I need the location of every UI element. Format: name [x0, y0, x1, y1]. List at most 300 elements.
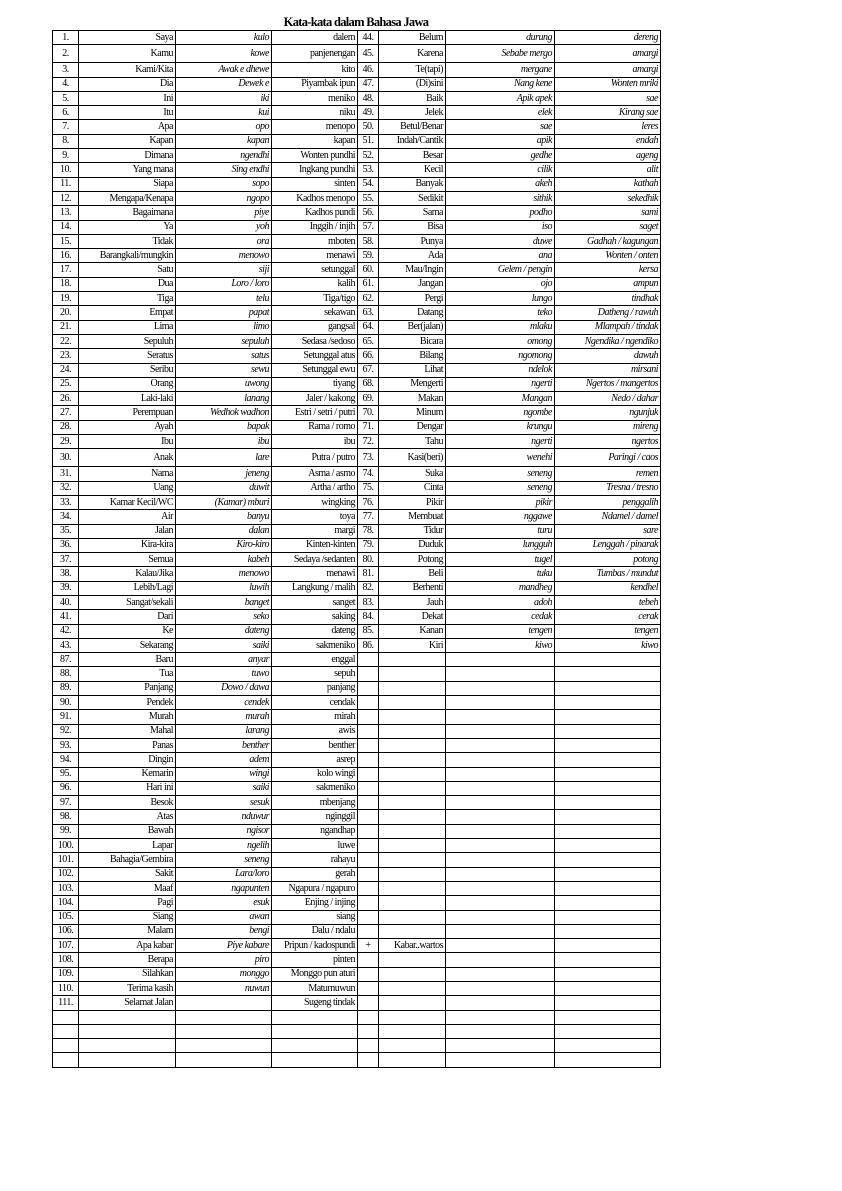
row-number-right: 62.	[358, 292, 379, 306]
row-number-right	[358, 1053, 379, 1067]
ngoko-word	[176, 996, 272, 1010]
table-row	[53, 524, 661, 538]
row-number: 34.	[53, 510, 79, 524]
indonesian-word: Kemarin	[79, 767, 176, 781]
table-row	[53, 406, 661, 420]
krama-word-right	[555, 939, 661, 953]
krama-word: siang	[272, 910, 358, 924]
indonesian-word: Pendek	[79, 696, 176, 710]
row-number-right: 73.	[358, 449, 379, 467]
row-number-right: 61.	[358, 277, 379, 291]
row-number-right	[358, 867, 379, 881]
krama-word: setunggal	[272, 263, 358, 277]
krama-word-right	[555, 953, 661, 967]
krama-word-right: tindhak	[555, 292, 661, 306]
row-number-right: 57.	[358, 220, 379, 234]
ngoko-word: satus	[176, 349, 272, 363]
indonesian-word-right: Kabar..wartos	[379, 939, 446, 953]
indonesian-word: Mengapa/Kenapa	[79, 191, 176, 205]
ngoko-word-right	[446, 653, 555, 667]
krama-word-right: saget	[555, 220, 661, 234]
krama-word: Piyambak ipun	[272, 77, 358, 91]
row-number: 38.	[53, 567, 79, 581]
table-row	[53, 624, 661, 638]
krama-word-right: ampun	[555, 277, 661, 291]
row-number-right: 70.	[358, 406, 379, 420]
krama-word-right: Tresna / tresno	[555, 481, 661, 495]
table-row	[53, 1053, 661, 1067]
table-row	[53, 982, 661, 996]
row-number: 6.	[53, 106, 79, 120]
table-row	[53, 467, 661, 481]
krama-word: mirah	[272, 710, 358, 724]
row-number: 111.	[53, 996, 79, 1010]
ngoko-word-right: durung	[446, 31, 555, 45]
row-number: 23.	[53, 349, 79, 363]
row-number-right: 60.	[358, 263, 379, 277]
indonesian-word: Dingin	[79, 753, 176, 767]
row-number: 24.	[53, 363, 79, 377]
krama-word: niku	[272, 106, 358, 120]
ngoko-word-right: Mangan	[446, 392, 555, 406]
ngoko-word: Piye kabare	[176, 939, 272, 953]
indonesian-word-right: Minum	[379, 406, 446, 420]
indonesian-word: Dua	[79, 277, 176, 291]
indonesian-word: Barangkali/mungkin	[79, 249, 176, 263]
ngoko-word: nduwur	[176, 810, 272, 824]
indonesian-word-right: Bisa	[379, 220, 446, 234]
row-number-right: 66.	[358, 349, 379, 363]
krama-word: Enjing / injing	[272, 896, 358, 910]
indonesian-word: Berapa	[79, 953, 176, 967]
indonesian-word-right	[379, 738, 446, 752]
ngoko-word-right: ndelok	[446, 363, 555, 377]
indonesian-word: Besok	[79, 796, 176, 810]
ngoko-word: Kiro-kiro	[176, 538, 272, 552]
krama-word-right: Wonten / onten	[555, 249, 661, 263]
row-number-right: 51.	[358, 134, 379, 148]
row-number-right: 82.	[358, 581, 379, 595]
indonesian-word: Ke	[79, 624, 176, 638]
indonesian-word: Ibu	[79, 435, 176, 449]
row-number-right	[358, 1024, 379, 1038]
row-number	[53, 1024, 79, 1038]
krama-word-right	[555, 996, 661, 1010]
krama-word-right	[555, 839, 661, 853]
row-number: 27.	[53, 406, 79, 420]
ngoko-word: saiki	[176, 638, 272, 652]
krama-word-right: Gadhah / kagungan	[555, 234, 661, 248]
krama-word: mbenjang	[272, 796, 358, 810]
indonesian-word: Seratus	[79, 349, 176, 363]
row-number-right	[358, 653, 379, 667]
krama-word: saking	[272, 610, 358, 624]
ngoko-word: kui	[176, 106, 272, 120]
indonesian-word: Bagaimana	[79, 206, 176, 220]
krama-word: panjang	[272, 681, 358, 695]
krama-word-right: tengen	[555, 624, 661, 638]
row-number: 109.	[53, 967, 79, 981]
row-number-right	[358, 967, 379, 981]
row-number-right	[358, 796, 379, 810]
indonesian-word: Dimana	[79, 149, 176, 163]
ngoko-word-right	[446, 824, 555, 838]
indonesian-word: Sepuluh	[79, 334, 176, 348]
table-row	[53, 924, 661, 938]
page-title: Kata-kata dalam Bahasa Jawa	[283, 15, 429, 29]
krama-word: enggal	[272, 653, 358, 667]
ngoko-word: larang	[176, 724, 272, 738]
ngoko-word: sesuk	[176, 796, 272, 810]
krama-word-right: cerak	[555, 610, 661, 624]
krama-word-right	[555, 1010, 661, 1024]
vocabulary-table	[52, 30, 661, 1068]
row-number: 30.	[53, 449, 79, 467]
row-number-right: 83.	[358, 595, 379, 609]
ngoko-word-right: kiwo	[446, 638, 555, 652]
ngoko-word-right: ngerti	[446, 435, 555, 449]
indonesian-word: Kalau/Jika	[79, 567, 176, 581]
ngoko-word-right: tengen	[446, 624, 555, 638]
table-row	[53, 249, 661, 263]
indonesian-word	[79, 1024, 176, 1038]
table-row	[53, 967, 661, 981]
krama-word: pinten	[272, 953, 358, 967]
table-row	[53, 495, 661, 509]
row-number-right	[358, 724, 379, 738]
ngoko-word: kabeh	[176, 553, 272, 567]
ngoko-word: sepuluh	[176, 334, 272, 348]
row-number-right: 78.	[358, 524, 379, 538]
krama-word: ibu	[272, 435, 358, 449]
ngoko-word-right: seneng	[446, 467, 555, 481]
table-row	[53, 177, 661, 191]
indonesian-word-right: Dengar	[379, 420, 446, 434]
row-number-right: 67.	[358, 363, 379, 377]
row-number-right	[358, 1039, 379, 1053]
row-number-right	[358, 881, 379, 895]
ngoko-word: piye	[176, 206, 272, 220]
ngoko-word-right	[446, 1053, 555, 1067]
row-number: 29.	[53, 435, 79, 449]
krama-word-right: amargi	[555, 63, 661, 77]
krama-word: Inggih / injih	[272, 220, 358, 234]
row-number-right	[358, 996, 379, 1010]
indonesian-word-right: Sedikit	[379, 191, 446, 205]
ngoko-word	[176, 1024, 272, 1038]
row-number: 35.	[53, 524, 79, 538]
row-number-right	[358, 1010, 379, 1024]
ngoko-word: lanang	[176, 392, 272, 406]
indonesian-word-right: (Di)sini	[379, 77, 446, 91]
ngoko-word-right	[446, 996, 555, 1010]
ngoko-word: uwong	[176, 377, 272, 391]
row-number-right: 52.	[358, 149, 379, 163]
table-row	[53, 320, 661, 334]
ngoko-word-right	[446, 781, 555, 795]
indonesian-word-right	[379, 810, 446, 824]
table-row	[53, 349, 661, 363]
indonesian-word: Lebih/Lagi	[79, 581, 176, 595]
krama-word: kapan	[272, 134, 358, 148]
krama-word-right: endah	[555, 134, 661, 148]
table-row	[53, 738, 661, 752]
indonesian-word-right	[379, 1010, 446, 1024]
krama-word: panjenengan	[272, 45, 358, 63]
indonesian-word-right	[379, 896, 446, 910]
row-number: 36.	[53, 538, 79, 552]
ngoko-word-right: pikir	[446, 495, 555, 509]
krama-word: Rama / romo	[272, 420, 358, 434]
krama-word-right: Nedo / dahar	[555, 392, 661, 406]
ngoko-word-right	[446, 853, 555, 867]
indonesian-word: Kapan	[79, 134, 176, 148]
krama-word: menopo	[272, 120, 358, 134]
krama-word-right: Tumbas / mundut	[555, 567, 661, 581]
ngoko-word: Dewek e	[176, 77, 272, 91]
ngoko-word: seneng	[176, 853, 272, 867]
krama-word: dalem	[272, 31, 358, 45]
table-row	[53, 1010, 661, 1024]
krama-word: sekawan	[272, 306, 358, 320]
indonesian-word-right: Banyak	[379, 177, 446, 191]
row-number: 101.	[53, 853, 79, 867]
krama-word-right	[555, 681, 661, 695]
krama-word: Setunggal ewu	[272, 363, 358, 377]
krama-word-right	[555, 910, 661, 924]
krama-word: awis	[272, 724, 358, 738]
ngoko-word: ngisor	[176, 824, 272, 838]
ngoko-word-right: turu	[446, 524, 555, 538]
table-row	[53, 1039, 661, 1053]
indonesian-word-right: Betul/Benar	[379, 120, 446, 134]
krama-word-right: tebeh	[555, 595, 661, 609]
indonesian-word: Pagi	[79, 896, 176, 910]
ngoko-word-right: ana	[446, 249, 555, 263]
table-row	[53, 363, 661, 377]
krama-word-right: alit	[555, 163, 661, 177]
ngoko-word	[176, 1039, 272, 1053]
krama-word	[272, 1024, 358, 1038]
row-number-right	[358, 738, 379, 752]
table-row	[53, 696, 661, 710]
row-number-right: 59.	[358, 249, 379, 263]
table-row	[53, 881, 661, 895]
table-row	[53, 191, 661, 205]
krama-word: Setunggal atus	[272, 349, 358, 363]
table-row	[53, 31, 661, 45]
ngoko-word: kapan	[176, 134, 272, 148]
row-number: 26.	[53, 392, 79, 406]
indonesian-word-right: Datang	[379, 306, 446, 320]
indonesian-word-right: Dekat	[379, 610, 446, 624]
table-row	[53, 306, 661, 320]
ngoko-word-right: ojo	[446, 277, 555, 291]
indonesian-word-right	[379, 710, 446, 724]
indonesian-word: Itu	[79, 106, 176, 120]
indonesian-word-right: Karena	[379, 45, 446, 63]
row-number: 37.	[53, 553, 79, 567]
ngoko-word-right	[446, 710, 555, 724]
indonesian-word: Empat	[79, 306, 176, 320]
ngoko-word: seko	[176, 610, 272, 624]
row-number-right: 45.	[358, 45, 379, 63]
ngoko-word-right	[446, 810, 555, 824]
krama-word-right	[555, 667, 661, 681]
ngoko-word-right	[446, 667, 555, 681]
indonesian-word: Uang	[79, 481, 176, 495]
row-number: 104.	[53, 896, 79, 910]
row-number-right: 86.	[358, 638, 379, 652]
krama-word-right: kathah	[555, 177, 661, 191]
krama-word-right: dereng	[555, 31, 661, 45]
row-number	[53, 1039, 79, 1053]
ngoko-word: awan	[176, 910, 272, 924]
krama-word-right: mirsani	[555, 363, 661, 377]
krama-word-right: Ngertos / mangertos	[555, 377, 661, 391]
row-number	[53, 1053, 79, 1067]
ngoko-word	[176, 1053, 272, 1067]
ngoko-word: luwih	[176, 581, 272, 595]
indonesian-word-right	[379, 1024, 446, 1038]
table-row	[53, 667, 661, 681]
row-number: 93.	[53, 738, 79, 752]
row-number-right	[358, 839, 379, 853]
table-row	[53, 724, 661, 738]
krama-word: kolo wingi	[272, 767, 358, 781]
ngoko-word: ngendhi	[176, 149, 272, 163]
table-row	[53, 277, 661, 291]
ngoko-word-right	[446, 696, 555, 710]
ngoko-word: murah	[176, 710, 272, 724]
indonesian-word: Tiga	[79, 292, 176, 306]
ngoko-word-right	[446, 839, 555, 853]
ngoko-word-right	[446, 982, 555, 996]
table-row	[53, 292, 661, 306]
table-row	[53, 77, 661, 91]
ngoko-word-right: adoh	[446, 595, 555, 609]
indonesian-word-right: Pergi	[379, 292, 446, 306]
krama-word-right	[555, 738, 661, 752]
row-number-right: 63.	[358, 306, 379, 320]
indonesian-word: Saya	[79, 31, 176, 45]
row-number: 110.	[53, 982, 79, 996]
table-row	[53, 653, 661, 667]
table-row	[53, 334, 661, 348]
indonesian-word-right: Bicara	[379, 334, 446, 348]
krama-word-right	[555, 1053, 661, 1067]
krama-word: Ingkang pundhi	[272, 163, 358, 177]
table-row	[53, 481, 661, 495]
krama-word: rahayu	[272, 853, 358, 867]
indonesian-word-right: Tidur	[379, 524, 446, 538]
indonesian-word-right	[379, 681, 446, 695]
indonesian-word	[79, 1010, 176, 1024]
indonesian-word-right: Kecil	[379, 163, 446, 177]
table-row	[53, 939, 661, 953]
row-number: 94.	[53, 753, 79, 767]
indonesian-word-right	[379, 753, 446, 767]
table-row	[53, 120, 661, 134]
krama-word-right	[555, 967, 661, 981]
table-row	[53, 681, 661, 695]
ngoko-word-right: mlaku	[446, 320, 555, 334]
row-number: 98.	[53, 810, 79, 824]
row-number-right: 81.	[358, 567, 379, 581]
ngoko-word-right: omong	[446, 334, 555, 348]
krama-word: Wonten pundhi	[272, 149, 358, 163]
row-number: 103.	[53, 881, 79, 895]
indonesian-word-right	[379, 953, 446, 967]
ngoko-word: Loro / loro	[176, 277, 272, 291]
ngoko-word: ngopo	[176, 191, 272, 205]
ngoko-word-right	[446, 881, 555, 895]
indonesian-word-right: Kiri	[379, 638, 446, 652]
krama-word-right: leres	[555, 120, 661, 134]
krama-word-right: Wonten mriki	[555, 77, 661, 91]
indonesian-word-right	[379, 982, 446, 996]
indonesian-word: Panjang	[79, 681, 176, 695]
row-number: 107.	[53, 939, 79, 953]
krama-word: Dalu / ndalu	[272, 924, 358, 938]
indonesian-word-right: Tahu	[379, 435, 446, 449]
krama-word-right	[555, 767, 661, 781]
krama-word-right	[555, 653, 661, 667]
ngoko-word: wingi	[176, 767, 272, 781]
krama-word-right: Lenggah / pinarak	[555, 538, 661, 552]
ngoko-word-right: Sebabe mergo	[446, 45, 555, 63]
krama-word: sakmeniko	[272, 781, 358, 795]
ngoko-word: ngelih	[176, 839, 272, 853]
indonesian-word: Kami/Kita	[79, 63, 176, 77]
indonesian-word-right	[379, 653, 446, 667]
row-number-right: 74.	[358, 467, 379, 481]
indonesian-word: Dia	[79, 77, 176, 91]
row-number-right: 80.	[358, 553, 379, 567]
row-number: 40.	[53, 595, 79, 609]
krama-word: sepuh	[272, 667, 358, 681]
table-row	[53, 263, 661, 277]
indonesian-word: Bahagia/Gembira	[79, 853, 176, 867]
table-row	[53, 767, 661, 781]
indonesian-word: Sangat/sekali	[79, 595, 176, 609]
table-row	[53, 867, 661, 881]
ngoko-word: esuk	[176, 896, 272, 910]
krama-word-right: ageng	[555, 149, 661, 163]
table-row	[53, 796, 661, 810]
ngoko-word: Dowo / dawa	[176, 681, 272, 695]
indonesian-word: Kamu	[79, 45, 176, 63]
indonesian-word-right: Sama	[379, 206, 446, 220]
table-row	[53, 163, 661, 177]
ngoko-word-right	[446, 896, 555, 910]
row-number-right: 44.	[358, 31, 379, 45]
ngoko-word: nuwun	[176, 982, 272, 996]
row-number-right: 47.	[358, 77, 379, 91]
krama-word: Sugeng tindak	[272, 996, 358, 1010]
row-number-right: 72.	[358, 435, 379, 449]
indonesian-word	[79, 1039, 176, 1053]
krama-word-right	[555, 982, 661, 996]
indonesian-word-right	[379, 924, 446, 938]
krama-word-right: amargi	[555, 45, 661, 63]
row-number: 9.	[53, 149, 79, 163]
indonesian-word-right: Indah/Cantik	[379, 134, 446, 148]
ngoko-word: yoh	[176, 220, 272, 234]
ngoko-word: Wedhok wadhon	[176, 406, 272, 420]
table-row	[53, 810, 661, 824]
ngoko-word: adem	[176, 753, 272, 767]
